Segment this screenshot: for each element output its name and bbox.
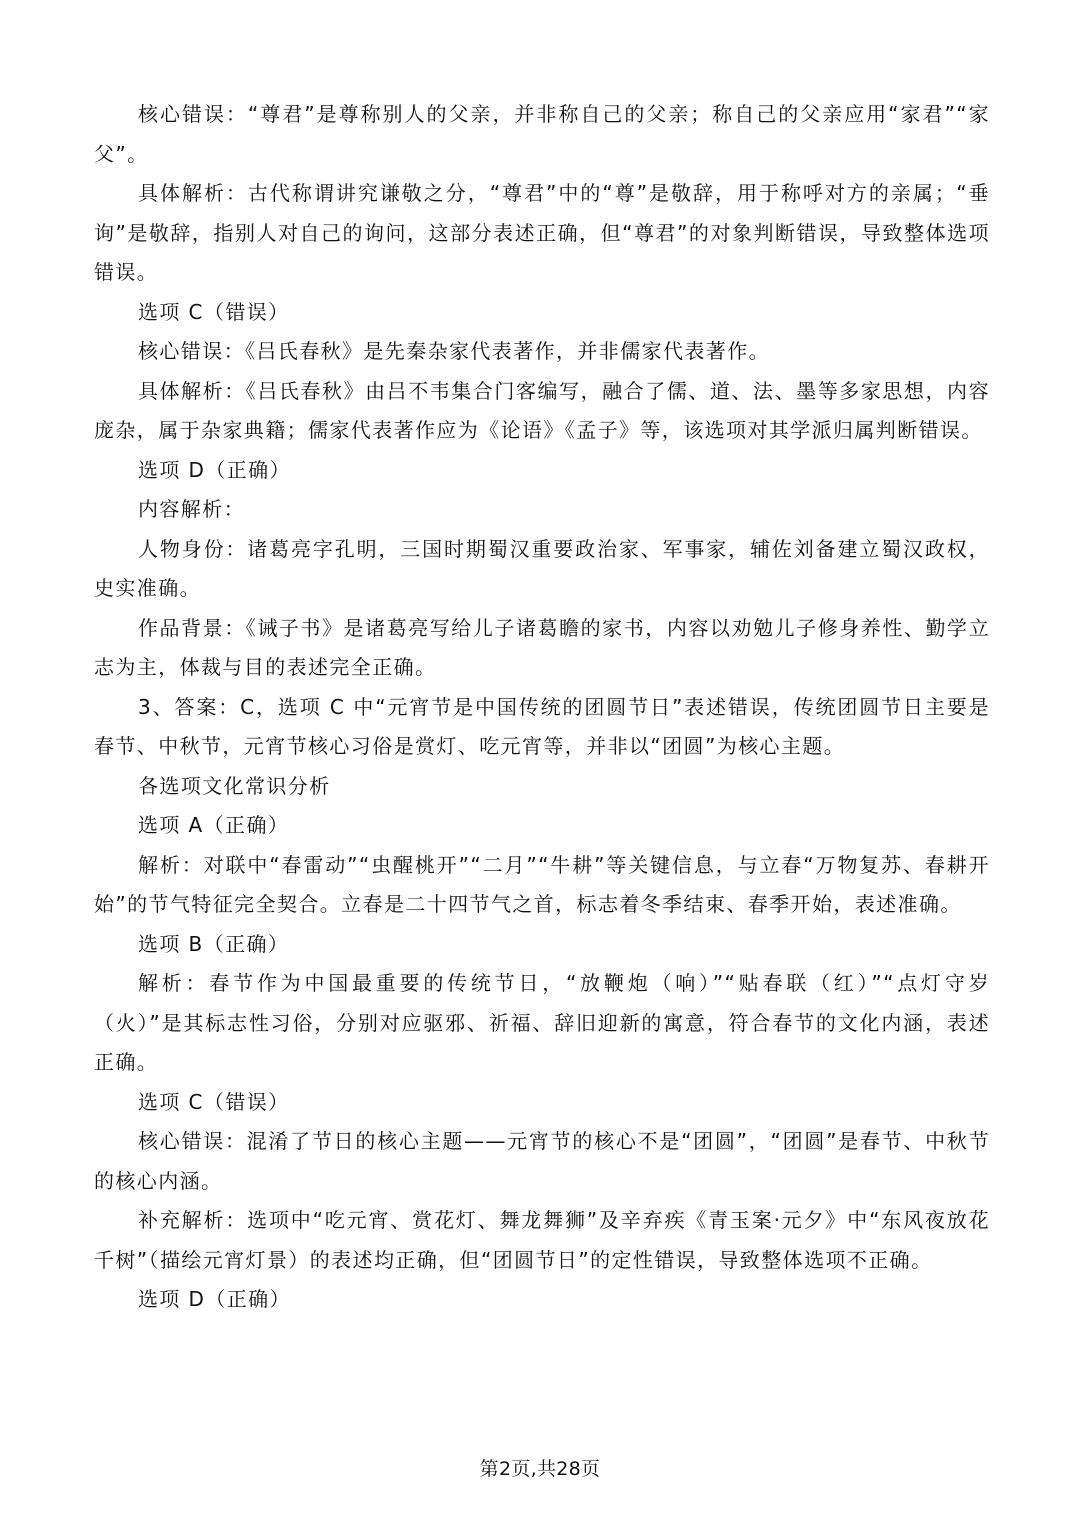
option-c-heading: 选项 C（错误） xyxy=(138,299,290,324)
paragraph-analysis-option-b: 解析：春节作为中国最重要的传统节日，“放鞭炮（响）”“贴春联（红）”“点灯守岁（火）”是其标志性习俗，分别对应驱邪、祈福、辞旧迎新的寓意，符合春节的文化内涵，表述正确。 xyxy=(94,971,990,1074)
paragraph-supplement-analysis: 补充解析：选项中“吃元宵、赏花灯、舞龙舞狮”及辛弃疾《青玉案·元夕》中“东风夜放花千树”（描绘元宵灯景）的表述均正确，但“团圆节日”的定性错误，导致整体选项不正确。 xyxy=(94,1208,990,1272)
option-b-heading: 选项 B（正确） xyxy=(138,931,290,956)
option-d-heading-2: 选项 D（正确） xyxy=(138,1287,291,1311)
answer-3: 3、答案：C，选项 C 中“元宵节是中国传统的团圆节日”表述错误，传统团圆节日主要是春节、中秋节，元宵节核心习俗是赏灯、吃元宵等，并非以“团圆”为核心主题。 xyxy=(94,694,990,758)
section-heading-options: 各选项文化常识分析 xyxy=(138,773,331,798)
option-d-heading: 选项 D（正确） xyxy=(138,457,291,482)
paragraph-analysis-zunjun: 具体解析：古代称谓讲究谦敬之分，“尊君”中的“尊”是敬辞，用于称呼对方的亲属；“垂询”是敬辞，指别人对自己的询问，这部分表述正确，但“尊君”的对象判断错误，导致整体选项错误。 xyxy=(94,181,990,284)
document-body xyxy=(94,95,990,1320)
paragraph-analysis-option-a: 解析：对联中“春雷动”“虫醒桃开”“二月”“牛耕”等关键信息，与立春“万物复苏、春耕开始”的节气特征完全契合。立春是二十四节气之首，标志着冬季结束、春季开始，表述准确。 xyxy=(94,852,990,916)
paragraph-person-identity: 人物身份：诸葛亮字孔明，三国时期蜀汉重要政治家、军事家，辅佐刘备建立蜀汉政权，史实准确。 xyxy=(94,536,990,600)
page-number-footer: 第2页,共28页 xyxy=(479,1458,601,1480)
option-a-heading: 选项 A（正确） xyxy=(138,813,290,837)
content-analysis-label: 内容解析： xyxy=(138,497,245,521)
paragraph-core-error-lvshi: 核心错误：《吕氏春秋》是先秦杂家代表著作，并非儒家代表著作。 xyxy=(138,339,770,363)
paragraph-analysis-lvshi: 具体解析：《吕氏春秋》由吕不韦集合门客编写，融合了儒、道、法、墨等多家思想，内容庞杂，属于杂家典籍；儒家代表著作应为《论语》《孟子》等，该选项对其学派归属判断错误。 xyxy=(94,378,990,442)
paragraph-core-error-yuanxiao: 核心错误：混淆了节日的核心主题——元宵节的核心不是“团圆”，“团圆”是春节、中秋节的核心内涵。 xyxy=(94,1129,990,1193)
paragraph-core-error-zunjun: 核心错误：“尊君”是尊称别人的父亲，并非称自己的父亲；称自己的父亲应用“家君”“家父”。 xyxy=(94,102,990,166)
paragraph-work-background: 作品背景：《诫子书》是诸葛亮写给儿子诸葛瞻的家书，内容以劝勉儿子修身养性、勤学立志为主，体裁与目的表述完全正确。 xyxy=(94,615,990,679)
option-c-heading-2: 选项 C（错误） xyxy=(138,1089,290,1114)
